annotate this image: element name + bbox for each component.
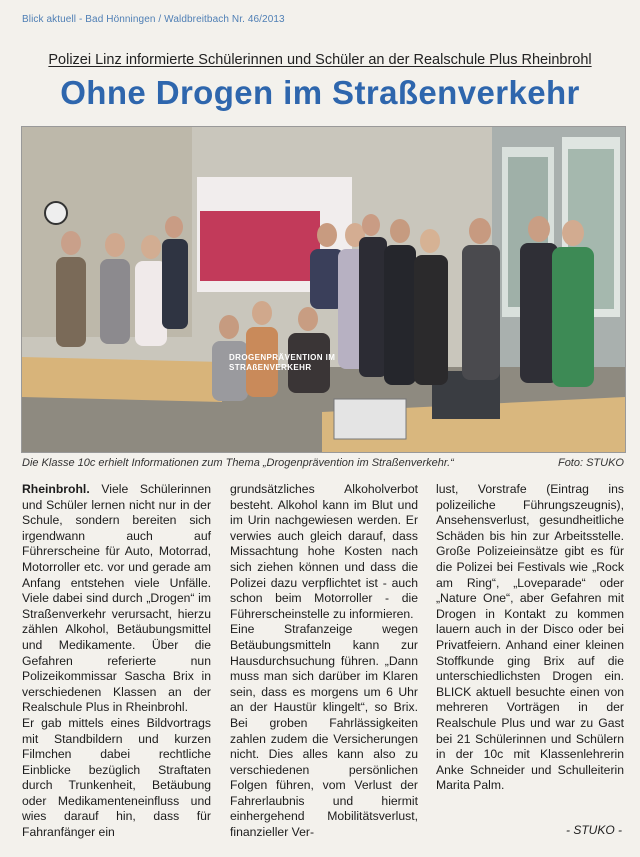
class-photo-illustration xyxy=(22,127,625,452)
caption-text: Die Klasse 10c erhielt Informationen zum Thema „Drogenprävention im Straßenverkehr.“ xyxy=(22,457,454,469)
column-3-paragraph-1: lust, Vorstrafe (Eintrag ins polizeiliche Führungszeugnis), Ansehensverlust, gesundheitliche Schäden bis hin zur Arbeitsstelle. Große Polizeieinsätze gibt es für die Polizei bei Festivals wie „Rock am Ring“, „Loveparade“ oder „Nature One“, aber Gefahren mit Drogen in Kontakt zu kommen lauern auch in der Disco oder bei Privatfeiern. Anhand einer kleinen Stoffkunde ging Brix auf die unterschiedlichsten Drogen ein. BLICK aktuell besuchte einen von mehreren Vorträgen in der Realschule Plus und war zu Gast bei 21 Schülerinnen und Schülern in der 10c mit Klassenlehrerin Anke Schneider und Schulleiterin Marita Palm. xyxy=(436,482,624,793)
projection-screen-text: DROGENPRÄVENTION IM STRAßENVERKEHR xyxy=(229,353,336,372)
photo-credit: Foto: STUKO xyxy=(557,457,624,469)
article-column-3 xyxy=(436,482,624,794)
publication-header: Blick aktuell - Bad Hönningen / Waldbreitbach Nr. 46/2013 xyxy=(22,14,285,25)
column-2-paragraph-1: grundsätzliches Alkoholverbot besteht. Alkohol kann im Blut und im Urin nachgewiesen werden. Er verwies auch gleich darauf, dass Missachtung hohe Kosten nach sich ziehen können und dass die Polizei dazu verpflichtet ist - auch schon beim Motorroller - die Führerscheinstelle zu informieren. xyxy=(230,482,418,621)
article-photo xyxy=(21,126,626,453)
author-signature: - STUKO - xyxy=(566,823,622,837)
photo-caption xyxy=(22,457,624,469)
column-1-paragraph-2: Er gab mittels eines Bildvortrags mit Standbildern und kurzen Filmchen dabei rechtliche Einblicke bezüglich Straftaten durch Trunkenheit, Betäubung oder Medikamenteneinfluss und wies darauf hin, dass für Fahranfänger ein xyxy=(22,715,211,840)
article-column-2 xyxy=(230,482,418,841)
article-column-1 xyxy=(22,482,211,841)
column-2-paragraph-2: Eine Strafanzeige wegen Betäubungsmitteln kann zur Hausdurchsuchung führen. „Dann muss man sich darüber im Klaren sein, dass es morgens um 6 Uhr an der Haustür klingelt“, so Brix. Bei groben Fahrlässigkeiten zahlen zudem die Versicherungen nicht. Dies alles kann also zu verschiedenen persönlichen Folgen führen, vom Verlust der Fahrerlaubnis und hiermit einhergehend Mobilitätsverlust, finanzieller Ver- xyxy=(230,622,418,840)
column-1-paragraph-1: Viele Schülerinnen und Schüler lernen nicht nur in der Schule, sondern bereiten sich irgendwann auch auf Führerscheine für Auto, Motorrad, Motorroller etc. vor und gerade am Anfang entstehen viele Unfälle. Viele dabei sind durch „Drogen“ im Straßenverkehr verursacht, hierzu zählen Alkohol, Betäubungsmittel und Medikamente. Über die Gefahren referierte nun Polizeikommissar Sascha Brix in verschiedenen Klassen an der Realschule Plus in Rheinbrohl. xyxy=(22,482,211,715)
article-kicker: Polizei Linz informierte Schülerinnen und Schüler an der Realschule Plus Rheinbrohl xyxy=(48,52,592,68)
article-headline: Ohne Drogen im Straßenverkehr xyxy=(60,74,580,111)
dateline: Rheinbrohl. xyxy=(22,482,90,496)
